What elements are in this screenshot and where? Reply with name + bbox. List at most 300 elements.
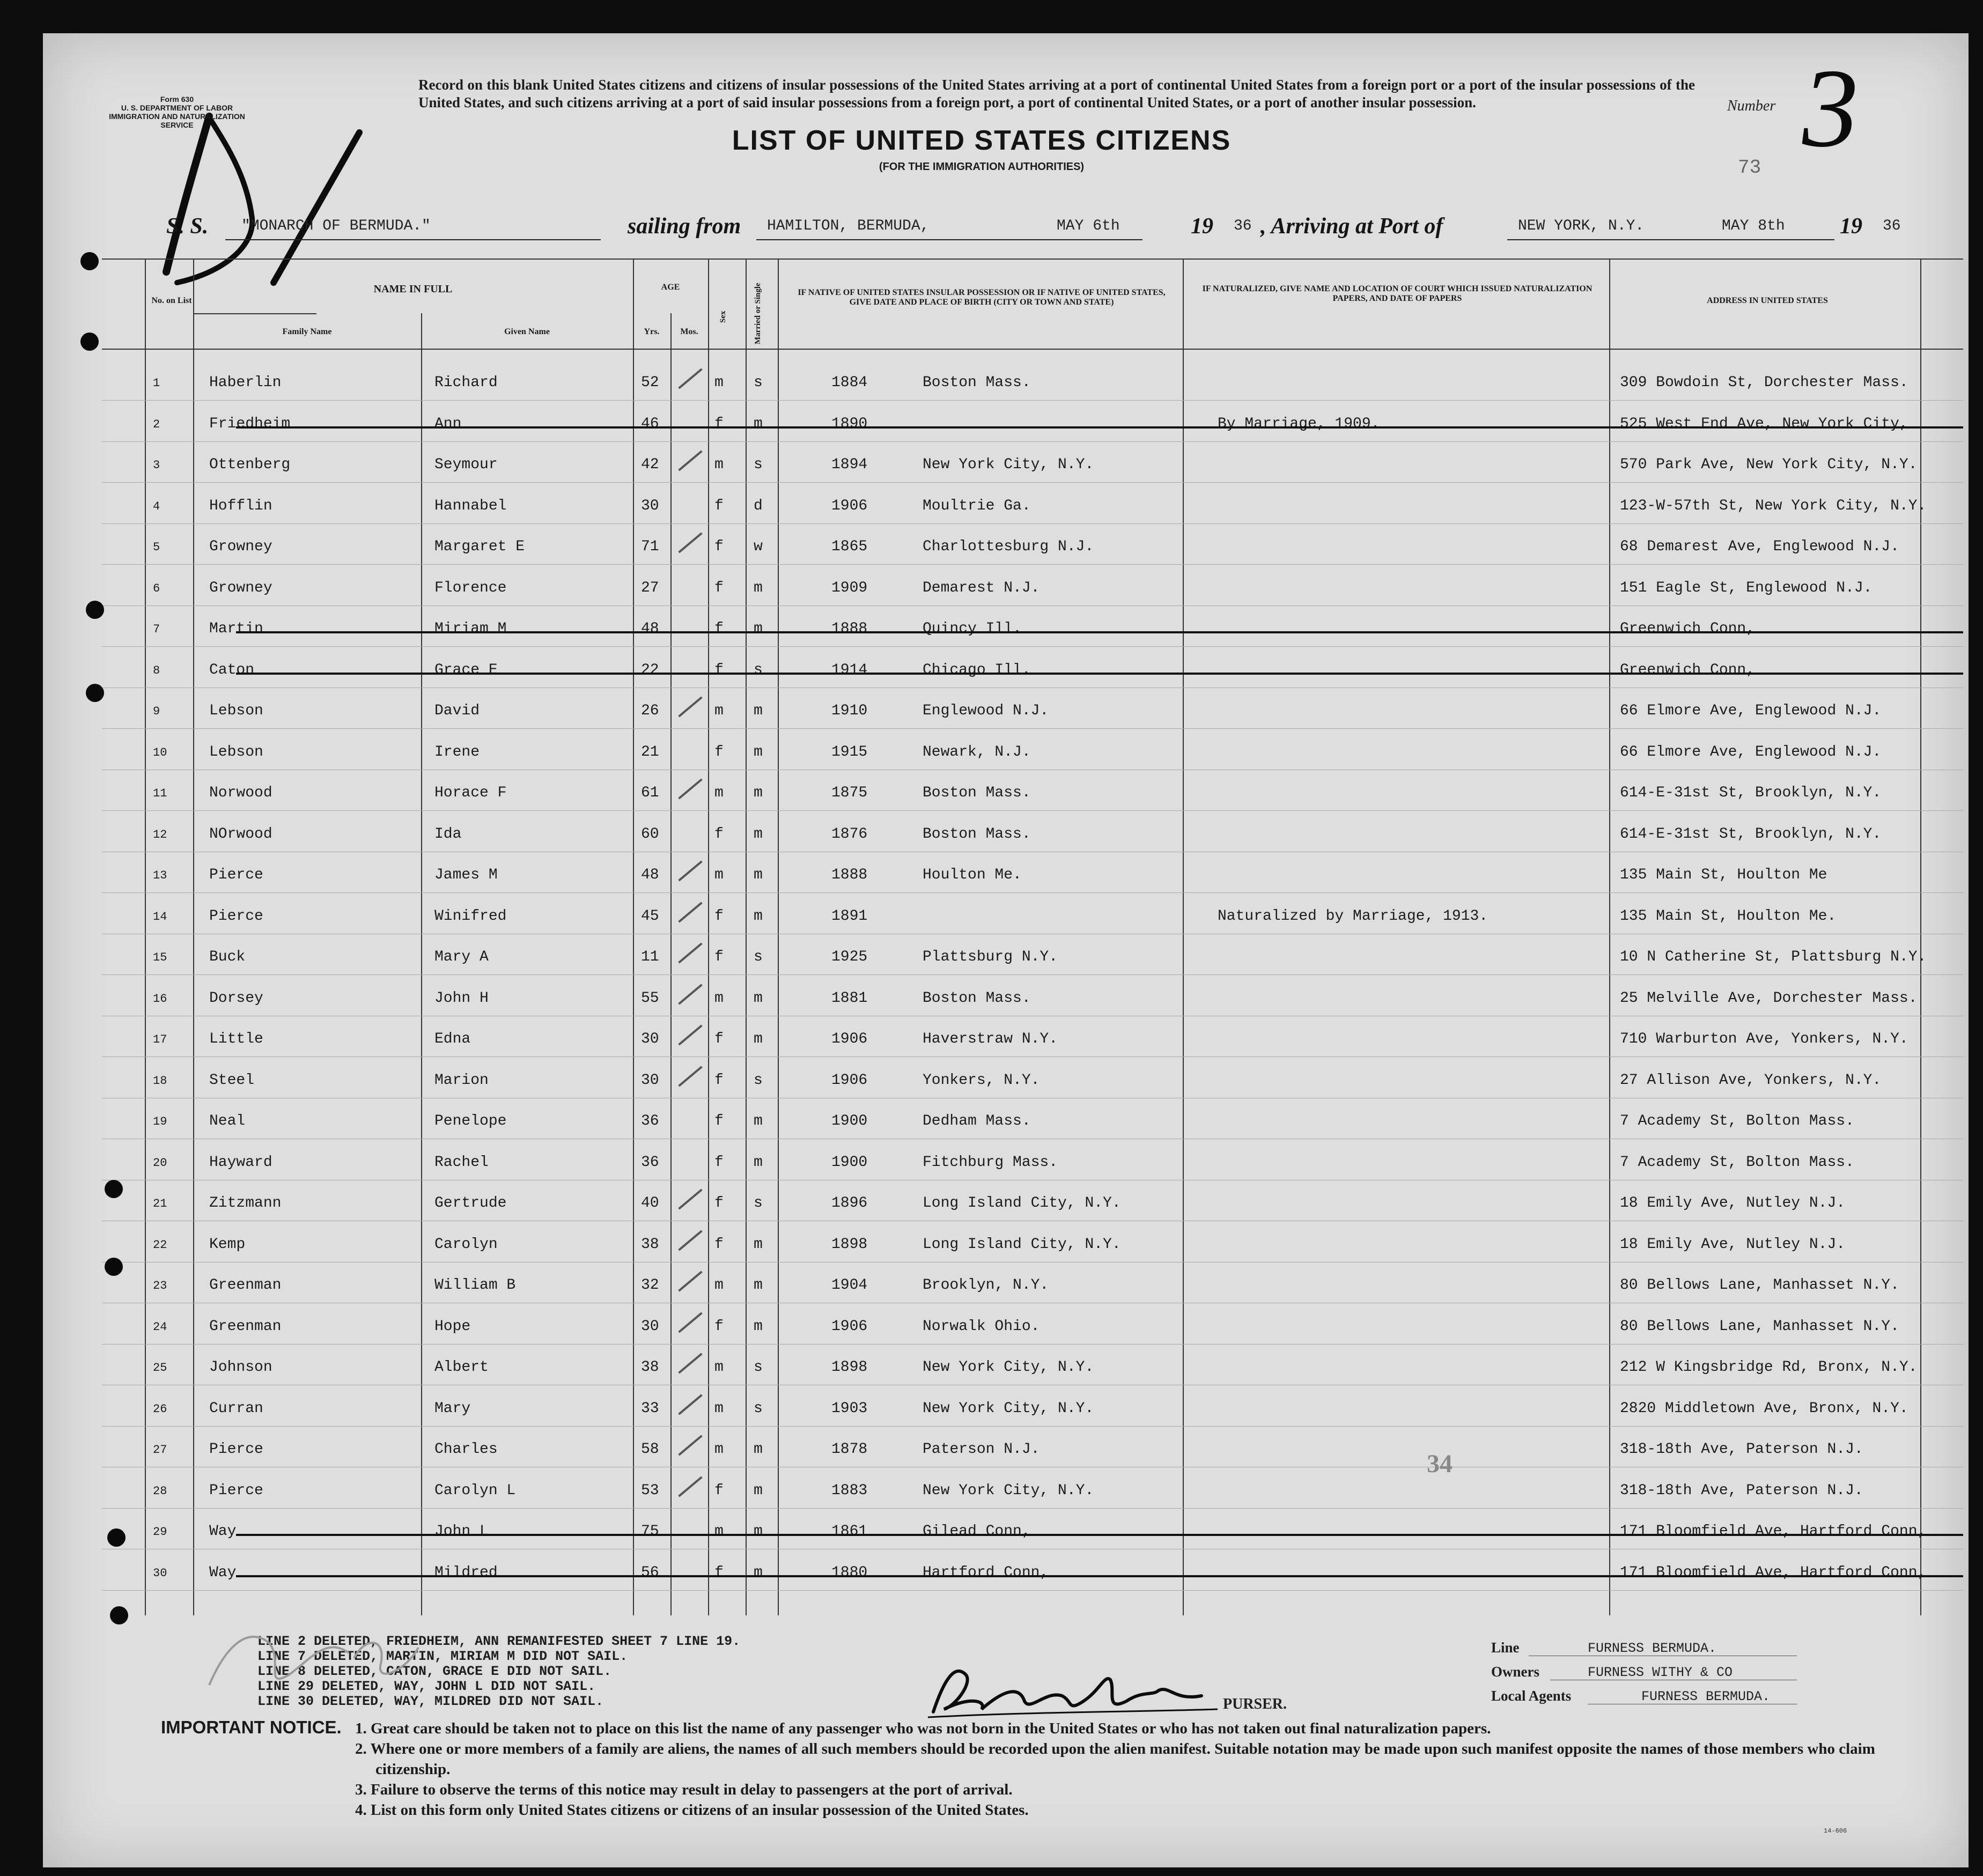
cell-no: 12 [153, 828, 167, 841]
cell-sex: m [714, 989, 724, 1007]
check-tick [678, 902, 702, 922]
cell-age: 56 [641, 1564, 659, 1581]
cell-age: 52 [641, 374, 659, 391]
punch-hole [80, 252, 99, 270]
cell-sex: f [714, 1236, 724, 1253]
table-row [102, 607, 1963, 647]
cell-year: 1898 [831, 1236, 868, 1253]
notice-heading: IMPORTANT NOTICE. [161, 1717, 342, 1737]
cell-no: 15 [153, 951, 167, 964]
cell-sex: m [714, 1359, 724, 1376]
cell-age: 46 [641, 415, 659, 432]
cell-no: 11 [153, 787, 167, 800]
cell-no: 10 [153, 745, 167, 759]
cell-no: 3 [153, 459, 160, 472]
cell-place: Dedham Mass. [923, 1113, 1031, 1129]
notice-item: 4. List on this form only United States citizens or citizens of an insular possession of the United States. [355, 1801, 1029, 1819]
check-tick [678, 696, 702, 717]
cell-age: 21 [641, 743, 659, 760]
cell-age: 11 [641, 949, 659, 965]
deletion-note: LINE 2 DELETED, FRIEDHEIM, ANN REMANIFESTED SHEET 7 LINE 19. [257, 1634, 741, 1649]
cell-ms: m [754, 1441, 763, 1458]
table-row [102, 1509, 1963, 1550]
agents-value: FURNESS BERMUDA. [1641, 1689, 1771, 1704]
deleted-strike-line [236, 426, 1963, 429]
table-row [102, 853, 1963, 893]
page-reference: 73 [1738, 157, 1761, 179]
check-tick [678, 778, 702, 799]
cell-ms: m [754, 1236, 763, 1253]
col-age: AGE [661, 283, 680, 292]
line-value: FURNESS BERMUDA. [1588, 1641, 1717, 1656]
cell-age: 26 [641, 703, 659, 719]
voyage-line [166, 213, 1910, 246]
table-row [102, 1468, 1963, 1509]
cell-address: 80 Bellows Lane, Manhasset N.Y. [1620, 1318, 1899, 1335]
manifest-sheet [43, 33, 1969, 1867]
cell-year: 1906 [831, 1318, 868, 1335]
cell-family: Growney [209, 579, 272, 596]
cell-family: Way [209, 1564, 237, 1581]
cell-year: 1875 [831, 785, 868, 801]
cell-sex: f [714, 1072, 724, 1089]
deleted-strike-line [236, 1575, 1963, 1577]
check-tick [678, 942, 702, 963]
cell-no: 13 [153, 869, 167, 882]
cell-family: Pierce [209, 1482, 263, 1499]
cell-sex: f [714, 1031, 724, 1047]
cell-year: 1891 [831, 907, 868, 925]
cell-family: Greenman [209, 1277, 282, 1294]
cell-family: Pierce [209, 1441, 263, 1458]
check-tick [678, 1271, 702, 1291]
cell-given: Irene [434, 743, 480, 760]
cell-sex: f [714, 1564, 724, 1581]
cell-family: Friedheim [209, 415, 291, 432]
cell-place: New York City, N.Y. [923, 456, 1094, 473]
deleted-strike-line [236, 673, 1963, 675]
table-row [102, 689, 1963, 729]
cell-year: 1900 [831, 1113, 868, 1129]
punch-hole [105, 1180, 123, 1198]
cell-place: Paterson N.J. [923, 1441, 1040, 1458]
col-no: No. on List [151, 296, 192, 305]
cell-ms: m [754, 1277, 763, 1294]
cell-ms: m [754, 1523, 763, 1540]
cell-address: 68 Demarest Ave, Englewood N.J. [1620, 538, 1899, 555]
cell-given: Marion [434, 1072, 489, 1089]
cell-age: 36 [641, 1154, 659, 1171]
cell-address: 710 Warburton Ave, Yonkers, N.Y. [1620, 1031, 1908, 1047]
deleted-strike-line [236, 1534, 1963, 1536]
cell-no: 1 [153, 376, 160, 390]
table-row [102, 1181, 1963, 1222]
cell-place: Quincy Ill. [923, 621, 1022, 637]
cell-ms: m [754, 415, 763, 432]
cell-age: 48 [641, 867, 659, 883]
cell-sex: f [714, 1482, 724, 1499]
punch-hole [86, 684, 104, 702]
cell-address: 212 W Kingsbridge Rd, Bronx, N.Y. [1620, 1359, 1918, 1376]
cell-given: Mary A [434, 949, 489, 965]
cell-ms: m [754, 579, 763, 596]
cell-given: Penelope [434, 1113, 507, 1129]
cell-ms: m [754, 1154, 763, 1171]
cell-no: 8 [153, 663, 160, 677]
passenger-table [102, 258, 1963, 1615]
cell-year: 1865 [831, 538, 868, 555]
form-identifier [107, 95, 247, 129]
cell-given: Rachel [434, 1154, 489, 1171]
cell-family: Ottenberg [209, 456, 291, 473]
cell-given: Horace F [434, 785, 507, 801]
important-notice [161, 1717, 1931, 1820]
cell-sex: f [714, 538, 724, 555]
cell-given: Ida [434, 825, 462, 843]
cell-family: Neal [209, 1113, 246, 1129]
departure-date: MAY 6th [1057, 218, 1120, 234]
cell-place: Yonkers, N.Y. [923, 1072, 1040, 1089]
cell-place: Fitchburg Mass. [923, 1154, 1058, 1171]
cell-year: 1906 [831, 1072, 868, 1089]
ss-label: S. S. [166, 214, 209, 239]
cell-given: Miriam M [434, 621, 507, 637]
owners-value: FURNESS WITHY & CO [1588, 1665, 1733, 1680]
col-name-in-full: NAME IN FULL [373, 283, 453, 295]
cell-no: 2 [153, 417, 160, 431]
cell-no: 7 [153, 623, 160, 636]
cell-no: 22 [153, 1238, 167, 1252]
cell-family: Lebson [209, 743, 263, 760]
cell-year: 1906 [831, 1031, 868, 1047]
cell-no: 5 [153, 541, 160, 554]
table-row [102, 1427, 1963, 1468]
cell-address: 27 Allison Ave, Yonkers, N.Y. [1620, 1072, 1882, 1089]
cell-given: David [434, 703, 480, 719]
table-row [102, 360, 1963, 401]
cell-ms: w [754, 538, 763, 555]
table-row [102, 402, 1963, 442]
cell-ms: m [754, 867, 763, 883]
cell-age: 42 [641, 456, 659, 473]
cell-sex: m [714, 1441, 724, 1458]
owners-label: Owners [1491, 1664, 1539, 1680]
arrival-year-prefix: 19 [1840, 214, 1862, 239]
cell-age: 30 [641, 1031, 659, 1047]
line-label: Line [1491, 1639, 1520, 1656]
sailing-label: sailing from [628, 214, 741, 239]
cell-year: 1910 [831, 703, 868, 719]
cell-year: 1906 [831, 497, 868, 514]
cell-ms: m [754, 989, 763, 1007]
cell-address: 10 N Catherine St, Plattsburg N.Y. [1620, 949, 1927, 965]
cell-age: 48 [641, 621, 659, 637]
cell-year: 1883 [831, 1482, 868, 1499]
cell-year: 1896 [831, 1195, 868, 1212]
service-name: IMMIGRATION AND NATURALIZATION SERVICE [109, 112, 245, 129]
table-row [102, 1140, 1963, 1181]
cell-age: 58 [641, 1441, 659, 1458]
cell-sex: f [714, 1113, 724, 1129]
col-naturalized: IF NATURALIZED, GIVE NAME AND LOCATION OF COURT WHICH ISSUED NATURALIZATION PAPERS, AND DATE OF PAPERS [1202, 284, 1593, 303]
cell-given: Margaret E [434, 538, 525, 555]
cell-address: 2820 Middletown Ave, Bronx, N.Y. [1620, 1400, 1908, 1417]
cell-ms: s [754, 1359, 763, 1376]
check-tick [678, 1066, 702, 1087]
table-row [102, 812, 1963, 853]
cell-given: Carolyn [434, 1236, 498, 1253]
table-row [102, 566, 1963, 607]
col-birth: IF NATIVE OF UNITED STATES INSULAR POSSESSION OR IF NATIVE OF UNITED STATES, GIVE DATE AND PLACE OF BIRTH (CITY OR TOWN AND STATE) [798, 288, 1166, 307]
cell-family: Steel [209, 1072, 255, 1089]
col-yrs: Yrs. [644, 327, 660, 336]
print-code: 14-606 [1824, 1827, 1847, 1835]
cell-sex: f [714, 1318, 724, 1335]
cell-given: Winifred [434, 907, 507, 925]
cell-age: 30 [641, 1072, 659, 1089]
marginal-count: 34 [1427, 1450, 1453, 1478]
intro-instructions: Record on this blank United States citizens and citizens of insular possessions of the United States arriving at a port of continental United States from a foreign port or a port of the insular possessions of the United States, and such citizens arriving at a port of said insular possessions from a foreign port, a port of continental United States, or a port of another insular possession. [418, 77, 1695, 110]
cell-given: Albert [434, 1359, 489, 1376]
cell-age: 53 [641, 1482, 659, 1499]
cell-no: 21 [153, 1197, 167, 1210]
cell-no: 20 [153, 1156, 167, 1170]
table-row [102, 935, 1963, 976]
deletion-note: LINE 29 DELETED, WAY, JOHN L DID NOT SAIL. [257, 1679, 596, 1694]
table-row [102, 976, 1963, 1017]
cell-no: 6 [153, 581, 160, 595]
cell-sex: f [714, 1195, 724, 1212]
cell-family: Pierce [209, 867, 263, 883]
cell-family: Caton [209, 661, 255, 678]
check-tick [678, 1435, 702, 1456]
cell-given: Charles [434, 1441, 498, 1458]
cell-given: Edna [434, 1031, 471, 1047]
table-row [102, 1017, 1963, 1058]
cell-ms: m [754, 1113, 763, 1129]
cell-sex: f [714, 579, 724, 596]
cell-given: Gertrude [434, 1195, 507, 1212]
cell-age: 61 [641, 785, 659, 801]
cell-address: 135 Main St, Houlton Me [1620, 867, 1827, 883]
cell-ms: m [754, 1318, 763, 1335]
arrival-port: NEW YORK, N.Y. [1518, 218, 1645, 234]
cell-given: Ann [434, 415, 462, 432]
cell-no: 26 [153, 1402, 167, 1416]
cell-given: Seymour [434, 456, 498, 473]
cell-no: 18 [153, 1074, 167, 1088]
cell-year: 1880 [831, 1564, 868, 1581]
check-tick [678, 450, 702, 471]
cell-address: 318-18th Ave, Paterson N.J. [1620, 1441, 1863, 1458]
deletion-note: LINE 8 DELETED, CATON, GRACE E DID NOT SAIL. [257, 1664, 612, 1679]
cell-place: New York City, N.Y. [923, 1482, 1094, 1499]
check-tick [678, 1312, 702, 1333]
cell-sex: m [714, 785, 724, 801]
cell-sex: f [714, 621, 724, 637]
cell-place: Brooklyn, N.Y. [923, 1277, 1049, 1294]
cell-place: Boston Mass. [923, 989, 1031, 1007]
number-label: Number [1727, 98, 1776, 114]
cell-address: 66 Elmore Ave, Englewood N.J. [1620, 703, 1882, 719]
table-row [102, 648, 1963, 689]
cell-no: 4 [153, 499, 160, 513]
cell-ms: s [754, 1195, 763, 1212]
cell-age: 60 [641, 825, 659, 843]
cell-ms: s [754, 374, 763, 391]
cell-year: 1890 [831, 415, 868, 432]
cell-age: 55 [641, 989, 659, 1007]
cell-no: 29 [153, 1525, 167, 1539]
cell-no: 24 [153, 1320, 167, 1334]
cell-place: Haverstraw N.Y. [923, 1031, 1058, 1047]
cell-year: 1909 [831, 579, 868, 596]
cell-year: 1915 [831, 743, 868, 760]
cell-address: 171 Bloomfield Ave, Hartford Conn, [1620, 1523, 1927, 1540]
check-tick [678, 1476, 702, 1497]
notice-item: 1. Great care should be taken not to place on this list the name of any passenger who was not born in the United States or who has not taken out final naturalization papers. [355, 1720, 1491, 1737]
cell-address: 80 Bellows Lane, Manhasset N.Y. [1620, 1277, 1899, 1294]
cell-sex: m [714, 1277, 724, 1294]
cell-ms: s [754, 661, 763, 678]
check-tick [678, 860, 702, 881]
punch-hole [107, 1528, 126, 1547]
check-tick [678, 984, 702, 1005]
cell-place: Long Island City, N.Y. [923, 1195, 1121, 1212]
cell-place: Boston Mass. [923, 374, 1031, 391]
cell-ms: m [754, 907, 763, 925]
cell-family: Lebson [209, 703, 263, 719]
cell-no: 14 [153, 910, 167, 924]
cell-year: 1861 [831, 1523, 868, 1540]
table-row [102, 1304, 1963, 1345]
cell-year: 1914 [831, 661, 868, 678]
cell-given: Richard [434, 374, 498, 391]
cell-place: New York City, N.Y. [923, 1359, 1094, 1376]
arrival-year: 36 [1883, 218, 1901, 234]
cell-nat: Naturalized by Marriage, 1913. [1218, 907, 1488, 925]
cell-ms: m [754, 825, 763, 843]
cell-ms: m [754, 621, 763, 637]
cell-sex: f [714, 825, 724, 843]
cell-address: 614-E-31st St, Brooklyn, N.Y. [1620, 825, 1882, 843]
check-tick [678, 1024, 702, 1045]
table-row [102, 1222, 1963, 1263]
cell-family: Zitzmann [209, 1195, 282, 1212]
cell-year: 1903 [831, 1400, 868, 1417]
departure-year-prefix: 19 [1191, 214, 1213, 239]
deletion-note: LINE 30 DELETED, WAY, MILDRED DID NOT SAIL. [257, 1694, 604, 1709]
cell-place: Demarest N.J. [923, 579, 1040, 596]
cell-age: 27 [641, 579, 659, 596]
punch-hole [110, 1606, 128, 1624]
cell-age: 22 [641, 661, 659, 678]
agents-label: Local Agents [1491, 1688, 1572, 1704]
cell-address: 7 Academy St, Bolton Mass. [1620, 1154, 1854, 1171]
table-row [102, 1058, 1963, 1099]
cell-year: 1878 [831, 1441, 868, 1458]
sheet-number: 3 [1802, 46, 1859, 171]
punch-hole [105, 1258, 123, 1276]
cell-year: 1904 [831, 1277, 868, 1294]
cell-place: Englewood N.J. [923, 703, 1049, 719]
cell-place: New York City, N.Y. [923, 1400, 1094, 1417]
departure-year: 36 [1234, 218, 1252, 234]
cell-given: Carolyn L [434, 1482, 516, 1499]
cell-age: 30 [641, 497, 659, 514]
cell-year: 1898 [831, 1359, 868, 1376]
cell-year: 1881 [831, 989, 868, 1007]
cell-age: 75 [641, 1523, 659, 1540]
cell-no: 16 [153, 992, 167, 1006]
col-address: ADDRESS IN UNITED STATES [1707, 296, 1828, 305]
table-row [102, 730, 1963, 771]
check-tick [678, 368, 702, 389]
table-row [102, 771, 1963, 811]
cell-ms: s [754, 1400, 763, 1417]
check-tick [678, 1394, 702, 1415]
cell-family: Dorsey [209, 989, 263, 1007]
cell-place: Hartford Conn, [923, 1564, 1049, 1581]
cell-address: 123-W-57th St, New York City, N.Y. [1620, 497, 1927, 514]
table-row [102, 1386, 1963, 1427]
form-number: Form 630 [160, 95, 194, 104]
check-tick [678, 1230, 702, 1251]
cell-no: 30 [153, 1566, 167, 1580]
table-row [102, 1099, 1963, 1140]
cell-address: Greenwich Conn, [1620, 661, 1756, 678]
check-tick [678, 532, 702, 553]
arrival-date: MAY 8th [1722, 218, 1785, 234]
punch-hole [80, 333, 99, 351]
cell-family: Kemp [209, 1236, 246, 1253]
table-row [102, 525, 1963, 565]
cell-family: Martin [209, 621, 263, 637]
cell-sex: m [714, 703, 724, 719]
cell-ms: s [754, 949, 763, 965]
cell-sex: m [714, 374, 724, 391]
arriving-label: , Arriving at Port of [1260, 214, 1443, 239]
cell-no: 19 [153, 1115, 167, 1128]
cell-sex: f [714, 497, 724, 514]
cell-sex: m [714, 1523, 724, 1540]
cell-given: Mildred [434, 1564, 498, 1581]
cell-ms: s [754, 1072, 763, 1089]
check-tick [678, 1353, 702, 1373]
cell-place: Gilead Conn, [923, 1523, 1031, 1540]
cell-age: 33 [641, 1400, 659, 1417]
cell-family: Pierce [209, 907, 263, 925]
deletion-note: LINE 7 DELETED, MARTIN, MIRIAM M DID NOT SAIL. [257, 1649, 628, 1664]
notice-item: 2. Where one or more members of a family are aliens, the names of all such members should be recorded upon the alien manifest. Suitable notation may be made upon such manifest opposite the names of those members who claim citizenship. [355, 1740, 1875, 1778]
cell-sex: m [714, 456, 724, 473]
cell-age: 38 [641, 1236, 659, 1253]
table-row [102, 1345, 1963, 1386]
cell-sex: f [714, 907, 724, 925]
cell-family: Buck [209, 949, 246, 965]
cell-family: Norwood [209, 785, 272, 801]
cell-sex: f [714, 661, 724, 678]
cell-sex: m [714, 867, 724, 883]
page-title: LIST OF UNITED STATES CITIZENS [732, 125, 1232, 156]
cell-age: 45 [641, 907, 659, 925]
cell-family: Haberlin [209, 374, 282, 391]
cell-no: 23 [153, 1279, 167, 1292]
cell-ms: m [754, 785, 763, 801]
cell-no: 9 [153, 705, 160, 718]
cell-no: 28 [153, 1484, 167, 1498]
check-tick [678, 1188, 702, 1209]
